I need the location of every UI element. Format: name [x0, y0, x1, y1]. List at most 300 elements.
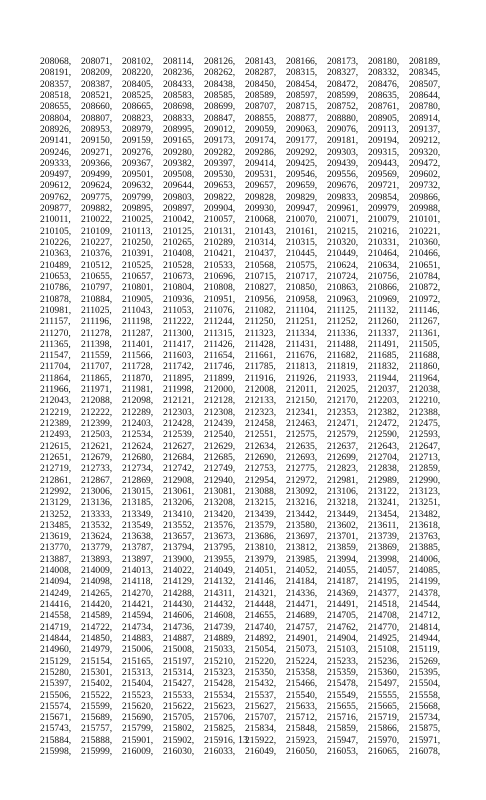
table-cell: 212540,	[204, 429, 236, 441]
table-cell: 215236,	[368, 655, 400, 667]
table-cell: 212353,	[327, 406, 359, 418]
table-cell: 215922,	[245, 734, 277, 746]
table-cell: 212637,	[327, 440, 359, 452]
table-cell: 211270,	[40, 327, 71, 339]
table-cell: 215224,	[286, 655, 318, 667]
table-cell: 214416,	[40, 599, 72, 610]
table-cell: 213810,	[245, 542, 277, 554]
table-cell: 209212,	[409, 135, 441, 147]
table-cell: 215323,	[204, 666, 236, 678]
table-cell: 213985,	[286, 553, 318, 565]
table-cell: 209499,	[81, 169, 113, 181]
table-cell: 212624,	[122, 440, 154, 452]
table-cell: 208585,	[204, 89, 236, 101]
table-cell: 212867,	[81, 474, 113, 486]
table-cell: 210068,	[245, 214, 277, 226]
table-row	[40, 452, 450, 463]
table-cell: 215558,	[409, 689, 441, 701]
table-cell: 214199,	[409, 576, 441, 588]
table-cell: 208880,	[327, 112, 359, 124]
table-cell: 213420,	[204, 508, 236, 520]
table-cell: 212775,	[286, 463, 318, 475]
table-cell: 211251,	[286, 316, 317, 328]
table-cell: 212704,	[368, 451, 400, 463]
table-cell: 214844,	[40, 632, 72, 644]
table-cell: 208173,	[327, 56, 359, 67]
table-cell: 210884,	[81, 293, 113, 305]
table-cell: 212011,	[286, 384, 317, 396]
table-cell: 215504,	[409, 678, 441, 690]
table-cell: 212323,	[245, 406, 277, 418]
table-cell: 212388,	[409, 406, 441, 418]
table-cell: 209173,	[204, 135, 236, 147]
table-cell: 213482,	[409, 508, 441, 520]
table-cell: 210634,	[368, 259, 400, 271]
table-cell: 209854,	[368, 191, 400, 203]
table-cell: 214098,	[81, 576, 113, 588]
table-cell: 214129,	[163, 576, 195, 588]
table-cell: 210265,	[163, 237, 195, 248]
table-cell: 211315,	[204, 327, 235, 339]
table-cell: 215360,	[368, 666, 400, 678]
table-cell: 215008,	[163, 644, 195, 656]
table-cell: 213787,	[122, 542, 154, 554]
table-cell: 215743,	[40, 723, 72, 735]
table-cell: 210025,	[122, 214, 154, 226]
table-cell: 212503,	[81, 429, 113, 441]
table-cell: 209897,	[163, 203, 195, 215]
table-cell: 208833,	[163, 112, 195, 124]
table-cell: 213122,	[368, 485, 400, 497]
table-cell: 212043,	[40, 395, 72, 407]
table-cell: 212685,	[204, 451, 236, 463]
table-cell: 208327,	[327, 67, 359, 79]
table-cell: 208472,	[327, 78, 359, 90]
table-cell: 209556,	[327, 169, 359, 181]
table-cell: 209150,	[81, 135, 113, 147]
table-row	[40, 305, 450, 316]
table-cell: 209367,	[122, 157, 154, 169]
table-cell: 211981,	[122, 384, 153, 396]
table-cell: 214606,	[163, 610, 195, 622]
table-cell: 215108,	[368, 644, 400, 656]
table-cell: 215549,	[327, 689, 359, 701]
table-cell: 211819,	[327, 361, 358, 373]
table-cell: 215716,	[327, 712, 359, 724]
table-cell: 214719,	[40, 621, 72, 633]
table-cell: 208583,	[163, 89, 195, 101]
table-cell: 209181,	[327, 135, 359, 147]
table-cell: 210850,	[286, 282, 318, 294]
table-cell: 211053,	[163, 304, 194, 316]
table-cell: 209165,	[163, 135, 195, 147]
table-cell: 208855,	[245, 112, 277, 124]
table-cell: 212038,	[409, 384, 441, 396]
table-cell: 210101,	[409, 214, 441, 226]
table-cell: 215402,	[81, 678, 113, 690]
table-row	[40, 135, 450, 146]
table-cell: 215705,	[163, 712, 195, 724]
page-number: 13	[238, 735, 248, 746]
table-cell: 212389,	[40, 418, 72, 429]
table-cell: 210958,	[286, 293, 318, 305]
table-cell: 215620,	[122, 700, 154, 712]
table-cell: 212551,	[245, 429, 277, 441]
table-cell: 215707,	[245, 712, 277, 724]
table-cell: 211547,	[40, 350, 71, 362]
table-row	[40, 214, 450, 225]
table-cell: 211196,	[81, 316, 112, 328]
table-cell: 211417,	[163, 338, 194, 350]
table-row	[40, 384, 450, 395]
table-cell: 214739,	[204, 621, 236, 633]
table-cell: 212203,	[368, 395, 400, 407]
table-cell: 211895,	[163, 372, 194, 384]
table-cell: 212170,	[327, 395, 359, 407]
table-cell: 208847,	[204, 112, 236, 124]
table-cell: 210655,	[81, 270, 113, 282]
table-cell: 214118,	[122, 576, 153, 588]
table-cell: 215665,	[368, 700, 400, 712]
table-cell: 215313,	[122, 666, 154, 678]
table-cell: 215884,	[40, 734, 72, 746]
table-cell: 213900,	[163, 553, 195, 565]
table-cell: 215689,	[81, 712, 113, 724]
table-cell: 215428,	[204, 678, 236, 690]
table-cell: 211676,	[286, 350, 317, 362]
table-cell: 209177,	[286, 135, 318, 147]
table-cell: 214006,	[409, 553, 441, 565]
table-cell: 213763,	[409, 531, 441, 543]
table-cell: 209657,	[245, 180, 277, 192]
table-cell: 215395,	[409, 666, 441, 678]
table-cell: 212133,	[245, 395, 277, 407]
table-cell: 215757,	[81, 723, 113, 735]
table-cell: 210437,	[245, 248, 277, 260]
table-cell: 214944,	[409, 632, 441, 644]
table-cell: 212989,	[368, 474, 400, 486]
table-cell: 208262,	[204, 67, 236, 79]
table-cell: 208761,	[368, 101, 400, 113]
table-cell: 211401,	[122, 338, 153, 350]
table-cell: 209076,	[327, 123, 359, 135]
table-row	[40, 441, 450, 452]
table-cell: 209624,	[81, 180, 113, 192]
table-cell: 211964,	[409, 372, 440, 384]
table-cell: 212699,	[327, 451, 359, 463]
table-cell: 211082,	[245, 304, 276, 316]
table-cell: 211250,	[245, 316, 276, 328]
table-cell: 214850,	[81, 632, 113, 644]
table-cell: 210653,	[40, 270, 72, 282]
table-cell: 214757,	[286, 621, 318, 633]
table-cell: 209833,	[327, 191, 359, 203]
table-cell: 211944,	[368, 372, 399, 384]
table-cell: 215622,	[163, 700, 195, 712]
table-cell: 210872,	[409, 282, 441, 294]
table-cell: 215825,	[204, 723, 236, 735]
table-cell: 212098,	[122, 395, 154, 407]
table-cell: 210866,	[368, 282, 400, 294]
table-cell: 208752,	[327, 101, 359, 113]
table-cell: 214883,	[122, 632, 154, 644]
table-cell: 214430,	[163, 599, 195, 610]
table-row	[40, 226, 450, 237]
table-cell: 212289,	[122, 406, 154, 418]
table-cell: 212992,	[40, 485, 72, 497]
table-cell: 212629,	[204, 440, 236, 452]
table-cell: 208715,	[286, 101, 318, 113]
table-cell: 208454,	[286, 78, 318, 90]
table-cell: 210071,	[327, 214, 359, 226]
table-cell: 212823,	[327, 463, 359, 475]
table-cell: 212008,	[245, 384, 277, 396]
table-cell: 208114,	[163, 56, 194, 67]
table-cell: 214051,	[245, 565, 277, 577]
table-cell: 212088,	[81, 395, 113, 407]
table-cell: 213998,	[368, 553, 400, 565]
table-cell: 210289,	[204, 237, 236, 248]
table-cell: 208518,	[40, 89, 72, 101]
table-cell: 209775,	[81, 191, 113, 203]
table-cell: 213449,	[327, 508, 359, 520]
table-cell: 209508,	[163, 169, 195, 181]
table-cell: 214887,	[163, 632, 195, 644]
table-cell: 210131,	[204, 225, 236, 237]
table-cell: 213697,	[286, 531, 318, 543]
table-cell: 213251,	[409, 497, 441, 509]
table-cell: 209829,	[286, 191, 318, 203]
table-cell: 212472,	[368, 418, 400, 429]
table-cell: 214085,	[409, 565, 441, 577]
table-cell: 208655,	[40, 101, 72, 113]
table-cell: 208521,	[81, 89, 113, 101]
table-cell: 212627,	[163, 440, 195, 452]
table-cell: 209882,	[81, 203, 113, 215]
table-cell: 212634,	[245, 440, 277, 452]
table-row	[40, 192, 450, 203]
table-cell: 209012,	[204, 123, 236, 135]
table-cell: 211728,	[122, 361, 153, 373]
table-cell: 214336,	[286, 587, 318, 599]
table-cell: 209059,	[245, 123, 277, 135]
table-cell: 212475,	[409, 418, 441, 429]
table-cell: 211785,	[245, 361, 276, 373]
table-cell: 210624,	[327, 259, 359, 271]
table-cell: 208236,	[163, 67, 195, 79]
table-cell: 209439,	[327, 157, 359, 169]
table-cell: 209904,	[204, 203, 236, 215]
table-cell: 215054,	[245, 644, 277, 656]
table-cell: 208877,	[286, 112, 318, 124]
table-cell: 213979,	[245, 553, 277, 565]
table-cell: 215233,	[327, 655, 359, 667]
table-cell: 210651,	[409, 259, 441, 271]
table-cell: 210786,	[40, 282, 72, 294]
table-cell: 209676,	[327, 180, 359, 192]
table-cell: 215971,	[409, 734, 441, 746]
table-cell: 213215,	[245, 497, 277, 509]
table-cell: 210969,	[368, 293, 400, 305]
table-cell: 209063,	[286, 123, 318, 135]
table-cell: 215916,	[204, 734, 236, 746]
table-cell: 209895,	[122, 203, 154, 215]
table-cell: 212219,	[40, 406, 72, 418]
table-cell: 210981,	[40, 304, 72, 316]
table-cell: 209653,	[204, 180, 236, 192]
table-cell: 215359,	[327, 666, 359, 678]
table-cell: 208405,	[122, 78, 154, 90]
table-cell: 209822,	[204, 191, 236, 203]
table-cell: 216065,	[368, 746, 400, 758]
table-cell: 213442,	[286, 508, 318, 520]
table-cell: 212382,	[368, 406, 400, 418]
table-cell: 208804,	[40, 112, 72, 124]
table-row	[40, 407, 450, 418]
table-cell: 212838,	[368, 463, 400, 475]
table-cell: 209546,	[286, 169, 318, 181]
table-cell: 209530,	[204, 169, 236, 181]
table-cell: 211864,	[40, 372, 71, 384]
table-cell: 211076,	[204, 304, 235, 316]
table-cell: 210445,	[286, 248, 318, 260]
table-row	[40, 113, 450, 124]
table-cell: 211559,	[81, 350, 112, 362]
table-cell: 213955,	[204, 553, 236, 565]
table-row	[40, 158, 450, 169]
table-cell: 215970,	[368, 734, 400, 746]
table-cell: 215668,	[409, 700, 441, 712]
table-cell: 215706,	[204, 712, 236, 724]
table-cell: 210715,	[245, 270, 277, 282]
table-cell: 211491,	[368, 338, 399, 350]
table-cell: 209292,	[286, 146, 318, 158]
table-cell: 215623,	[204, 700, 236, 712]
table-cell: 210113,	[122, 225, 153, 237]
table-cell: 213349,	[122, 508, 154, 520]
table-cell: 209930,	[245, 203, 277, 215]
table-cell: 212222,	[81, 406, 113, 418]
table-cell: 214022,	[163, 565, 195, 577]
table-cell: 216053,	[327, 746, 359, 758]
table-cell: 210905,	[122, 293, 154, 305]
table-cell: 214009,	[81, 565, 113, 577]
table-cell: 214901,	[286, 632, 318, 644]
table-cell: 215537,	[245, 689, 277, 701]
table-row	[40, 180, 450, 191]
table-cell: 209397,	[204, 157, 236, 169]
table-cell: 208433,	[163, 78, 195, 90]
table-cell: 212635,	[286, 440, 318, 452]
table-cell: 209828,	[245, 191, 277, 203]
table-cell: 211146,	[409, 304, 440, 316]
table-row	[40, 79, 450, 90]
table-cell: 213618,	[409, 519, 441, 531]
table-cell: 208166,	[286, 56, 318, 67]
table-cell: 208102,	[122, 56, 154, 67]
table-cell: 208823,	[122, 112, 154, 124]
table-cell: 208780,	[409, 101, 441, 113]
table-row	[40, 101, 450, 112]
table-cell: 208905,	[368, 112, 400, 124]
table-cell: 213123,	[409, 485, 441, 497]
table-cell: 211926,	[286, 372, 317, 384]
table-cell: 210804,	[163, 282, 195, 294]
table-cell: 215506,	[40, 689, 72, 701]
table-cell: 215497,	[368, 678, 400, 690]
table-cell: 209113,	[368, 123, 399, 135]
table-cell: 210125,	[163, 225, 195, 237]
table-cell: 213088,	[245, 485, 277, 497]
table-cell: 212458,	[245, 418, 277, 429]
table-cell: 215998,	[40, 746, 72, 758]
table-cell: 213686,	[245, 531, 277, 543]
table-cell: 214432,	[204, 599, 236, 610]
table-cell: 213552,	[163, 519, 195, 531]
table-row	[40, 599, 450, 610]
table-cell: 210143,	[245, 225, 277, 237]
table-cell: 215533,	[163, 689, 195, 701]
table-cell: 211428,	[245, 338, 276, 350]
table-cell: 215301,	[81, 666, 113, 678]
table-cell: 210161,	[286, 225, 318, 237]
table-cell: 212861,	[40, 474, 72, 486]
table-cell: 213129,	[40, 497, 72, 509]
table-cell: 214770,	[368, 621, 400, 633]
table-cell: 211488,	[327, 338, 358, 350]
table-cell: 212439,	[204, 418, 236, 429]
table-cell: 215901,	[122, 734, 154, 746]
table-cell: 210363,	[40, 248, 72, 260]
table-cell: 211323,	[245, 327, 276, 339]
table-cell: 208995,	[163, 123, 195, 135]
table-cell: 209174,	[245, 135, 277, 147]
table-cell: 211132,	[368, 304, 399, 316]
table-cell: 214734,	[122, 621, 154, 633]
table-cell: 210315,	[286, 237, 318, 248]
table-cell: 210801,	[122, 282, 154, 294]
table-cell: 212954,	[245, 474, 277, 486]
table-cell: 210717,	[286, 270, 318, 282]
table-cell: 210216,	[368, 225, 400, 237]
table-cell: 212341,	[286, 406, 318, 418]
table-cell: 209497,	[40, 169, 72, 181]
table-cell: 214740,	[245, 621, 277, 633]
table-cell: 214055,	[327, 565, 359, 577]
table-cell: 211365,	[40, 338, 71, 350]
table-cell: 210696,	[204, 270, 236, 282]
table-cell: 210421,	[204, 248, 236, 260]
table-cell: 212493,	[40, 429, 72, 441]
table-cell: 215802,	[163, 723, 195, 735]
table-cell: 212399,	[81, 418, 113, 429]
table-cell: 212684,	[163, 451, 195, 463]
table-cell: 211361,	[409, 327, 440, 339]
table-cell: 210797,	[81, 282, 113, 294]
table-row	[40, 361, 450, 372]
table-cell: 211899,	[204, 372, 235, 384]
table-cell: 216009,	[122, 746, 154, 758]
table-cell: 209569,	[368, 169, 400, 181]
table-cell: 212579,	[327, 429, 359, 441]
table-cell: 212908,	[163, 474, 195, 486]
table-cell: 215834,	[245, 723, 277, 735]
table-cell: 211104,	[286, 304, 317, 316]
table-cell: 209137,	[409, 123, 441, 135]
table-cell: 212000,	[204, 384, 236, 396]
table-cell: 210109,	[81, 225, 113, 237]
table-cell: 215269,	[409, 655, 441, 667]
